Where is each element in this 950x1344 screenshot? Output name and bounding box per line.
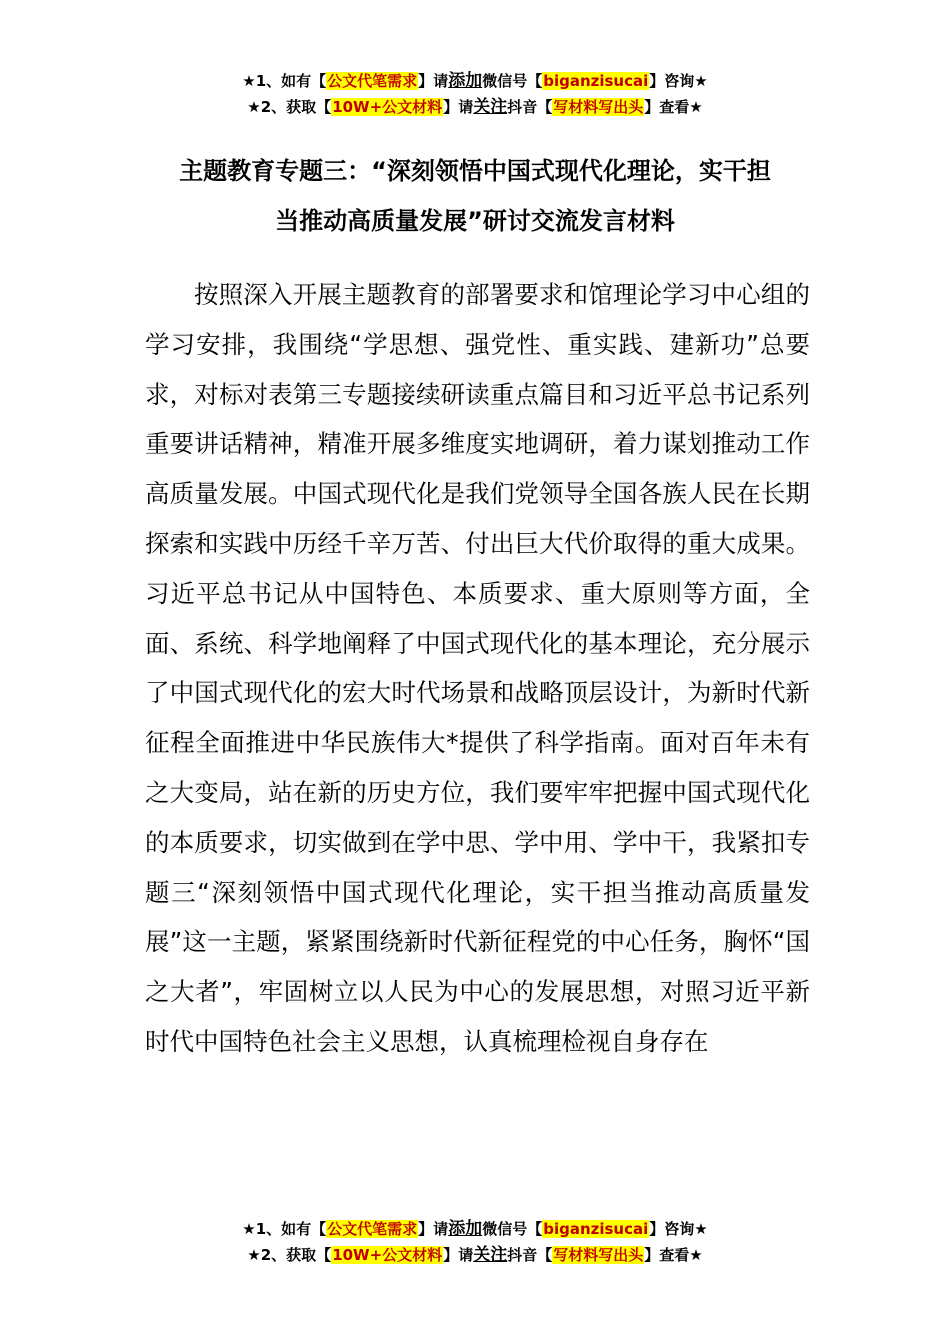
highlight-douyin-account: 写材料写出头 <box>553 1246 644 1264</box>
document-title <box>140 146 810 246</box>
banner-text: 】查看★ <box>644 1246 703 1264</box>
banner-text: 微信号【 <box>482 72 543 90</box>
banner-text: 】请 <box>418 1220 449 1238</box>
banner-text: 】请 <box>418 72 449 90</box>
footer-banner <box>0 1216 950 1268</box>
banner-text: 】咨询★ <box>649 72 708 90</box>
title-line-1: 主题教育专题三：“深刻领悟中国式现代化理论，实干担 <box>179 157 771 185</box>
underlined-add: 添加 <box>448 1219 483 1239</box>
banner-text: ★1、如有【 <box>242 72 327 90</box>
banner-text: 】请 <box>443 1246 474 1264</box>
banner-text: ★1、如有【 <box>242 1220 327 1238</box>
underlined-add: 添加 <box>448 71 483 91</box>
body-paragraph: 按照深入开展主题教育的部署要求和馆理论学习中心组的学习安排，我围绕“学思想、强党性、重实践、建新功”总要求，对标对表第三专题接续研读重点篇目和习近平总书记系列重要讲话精神，精准开展多维度实地调研，着力谋划推动工作高质量发展。中国式现代化是我们党领导全国各族人民在长期探索和实践中历经千辛万苦、付出巨大代价取得的重大成果。习近平总书记从中国特色、本质要求、重大原则等方面，全面、系统、科学地阐释了中国式现代化的基本理论，充分展示了中国式现代化的宏大时代场景和战略顶层设计，为新时代新征程全面推进中华民族伟大*提供了科学指南。面对百年未有之大变局，站在新的历史方位，我们要牢牢把握中国式现代化的本质要求，切实做到在学中思、学中用、学中干，我紧扣专题三“深刻领悟中国式现代化理论，实干担当推动高质量发展”这一主题，紧紧围绕新时代新征程党的中心任务，胸怀“国之大者”，牢固树立以人民为中心的发展思想，对照习近平新时代中国特色社会主义思想，认真梳理检视自身存在 <box>145 280 810 1056</box>
banner-text: ★2、获取【 <box>247 98 332 116</box>
highlight-ghostwriting: 公文代笔需求 <box>327 1220 418 1238</box>
banner-text: 】查看★ <box>644 98 703 116</box>
highlight-wechat-id: biganzisucai <box>543 1220 649 1238</box>
highlight-douyin-account: 写材料写出头 <box>553 98 644 116</box>
banner-text: 微信号【 <box>482 1220 543 1238</box>
header-banner <box>0 68 950 120</box>
banner-text: ★2、获取【 <box>247 1246 332 1264</box>
banner-text: 】咨询★ <box>649 1220 708 1238</box>
highlight-materials: 10W+公文材料 <box>332 98 443 116</box>
banner-line-1 <box>0 1216 950 1242</box>
underlined-follow: 关注 <box>473 97 508 117</box>
title-line-2: 当推动高质量发展”研讨交流发言材料 <box>275 207 675 235</box>
banner-text: 抖音【 <box>507 1246 553 1264</box>
banner-line-2 <box>0 94 950 120</box>
banner-text: 抖音【 <box>507 98 553 116</box>
underlined-follow: 关注 <box>473 1245 508 1265</box>
banner-text: 】请 <box>443 98 474 116</box>
highlight-wechat-id: biganzisucai <box>543 72 649 90</box>
banner-line-1 <box>0 68 950 94</box>
highlight-materials: 10W+公文材料 <box>332 1246 443 1264</box>
banner-line-2 <box>0 1242 950 1268</box>
highlight-ghostwriting: 公文代笔需求 <box>327 72 418 90</box>
